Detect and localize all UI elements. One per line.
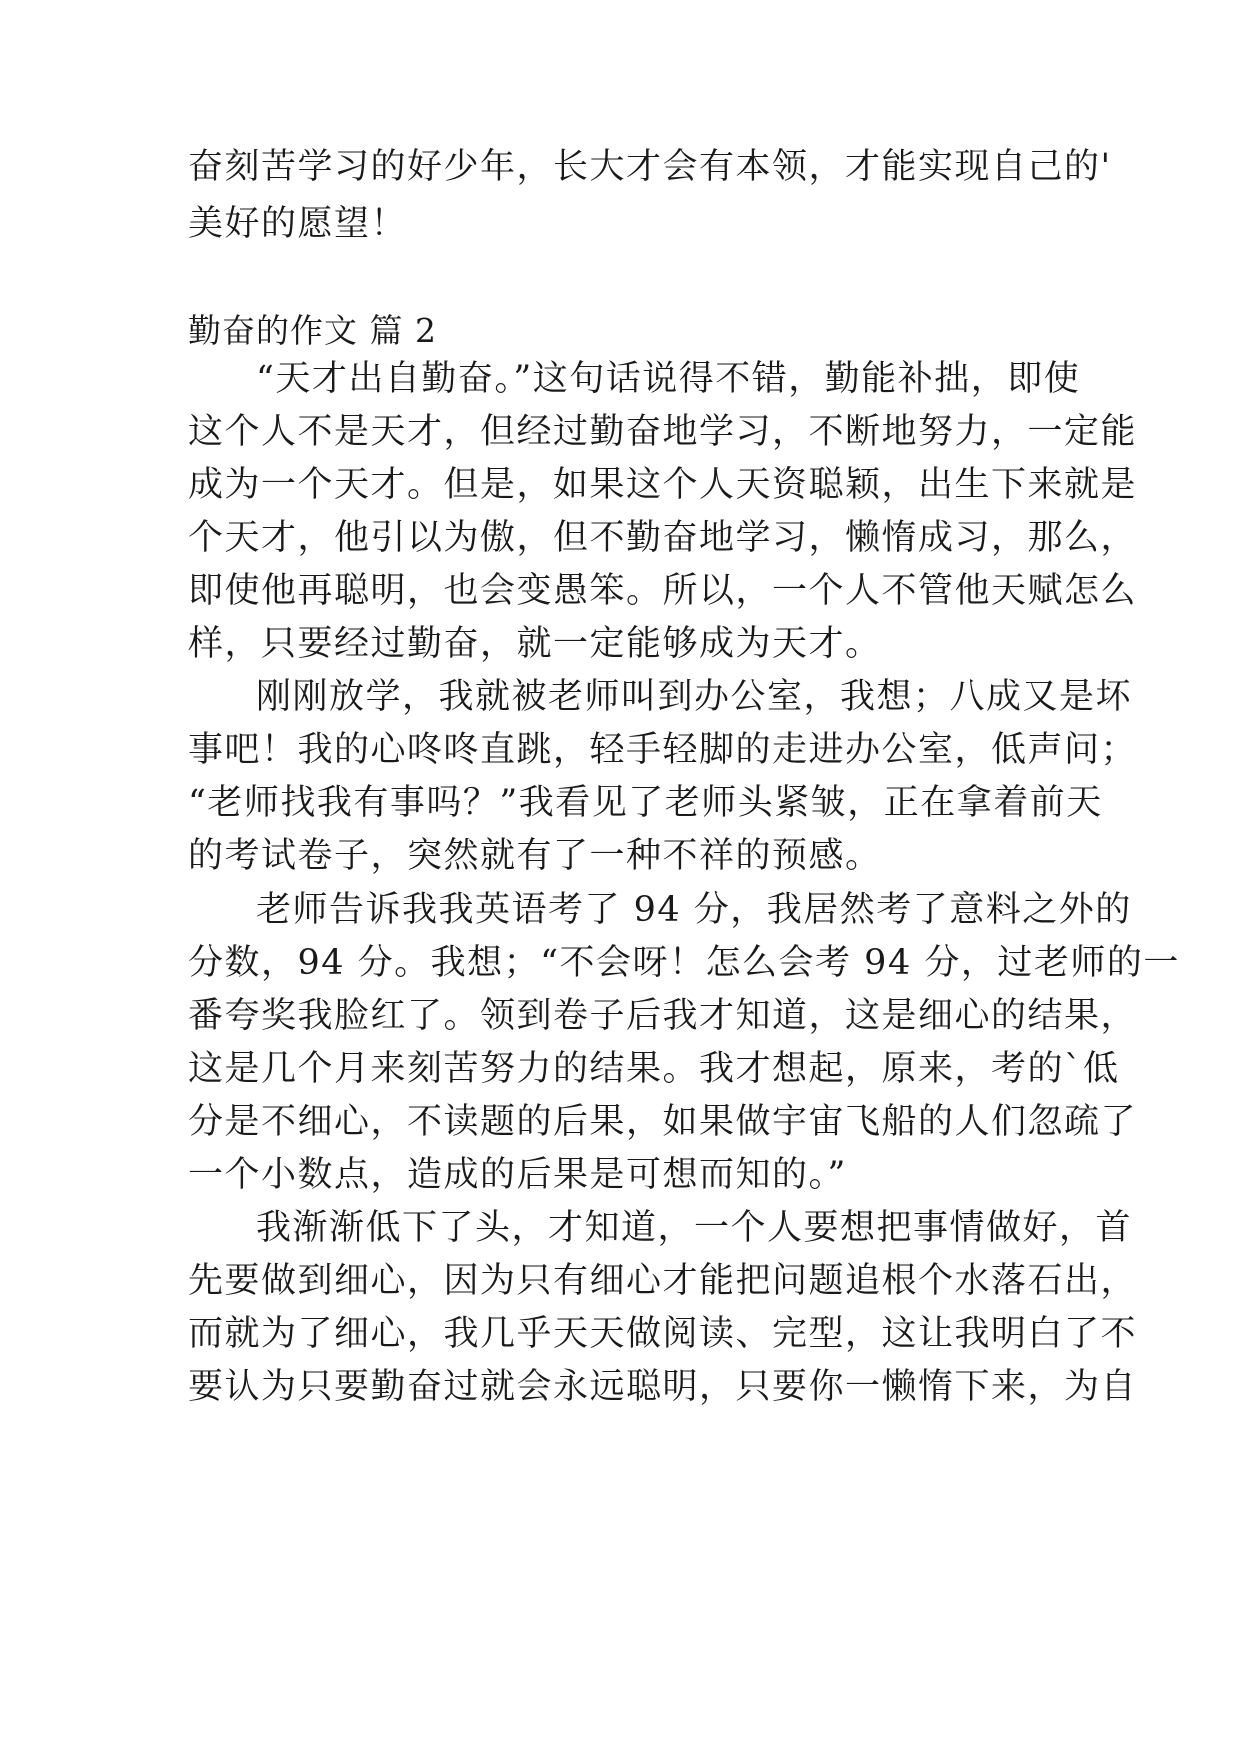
paragraph-first-line: 老师告诉我我英语考了 94 分，我居然考了意料之外的	[256, 890, 1132, 930]
paragraph-first-line: “天才出自勤奋。”这句话说得不错，勤能补拙，即使	[256, 359, 1081, 399]
text-line: 分数，94 分。我想；“不会呀！怎么会考 94 分，过老师的一	[188, 943, 1180, 983]
section-title: 勤奋的作文 篇 2	[188, 311, 437, 350]
text-line: 而就为了细心，我几乎天天做阅读、完型，这让我明白了不	[188, 1314, 1138, 1354]
text-line: 这是几个月来刻苦努力的结果。我才想起，原来，考的`低	[188, 1049, 1120, 1089]
text-line: 即使他再聪明，也会变愚笨。所以，一个人不管他天赋怎么	[188, 571, 1138, 611]
text-line: 的考试卷子，突然就有了一种不祥的预感。	[188, 836, 882, 876]
text-line: 分是不细心，不读题的后果，如果做宇宙飞船的人们忽疏了	[188, 1102, 1138, 1142]
text-line: 成为一个天才。但是，如果这个人天资聪颖，出生下来就是	[188, 465, 1138, 505]
text-line: 事吧！我的心咚咚直跳，轻手轻脚的走进办公室，低声问；	[188, 730, 1138, 770]
text-line: 样，只要经过勤奋，就一定能够成为天才。	[188, 624, 882, 664]
text-line: 先要做到细心，因为只有细心才能把问题追根个水落石出，	[188, 1261, 1138, 1301]
paragraph-first-line: 刚刚放学，我就被老师叫到办公室，我想；八成又是坏	[256, 677, 1133, 717]
text-line: 这个人不是天才，但经过勤奋地学习，不断地努力，一定能	[188, 412, 1138, 452]
paragraph-first-line: 我渐渐低下了头，才知道，一个人要想把事情做好，首	[256, 1208, 1133, 1248]
text-line: 要认为只要勤奋过就会永远聪明，只要你一懒惰下来，为自	[188, 1367, 1138, 1407]
text-line: “老师找我有事吗？”我看见了老师头紧皱，正在拿着前天	[188, 783, 1103, 823]
text-line: 个天才，他引以为傲，但不勤奋地学习，懒惰成习，那么，	[188, 518, 1138, 558]
text-line: 奋刻苦学习的好少年，长大才会有本领，才能实现自己的'	[188, 147, 1112, 187]
text-line: 美好的愿望！	[188, 204, 408, 244]
text-line: 番夸奖我脸红了。领到卷子后我才知道，这是细心的结果，	[188, 996, 1138, 1036]
text-line: 一个小数点，造成的后果是可想而知的。”	[188, 1155, 847, 1195]
